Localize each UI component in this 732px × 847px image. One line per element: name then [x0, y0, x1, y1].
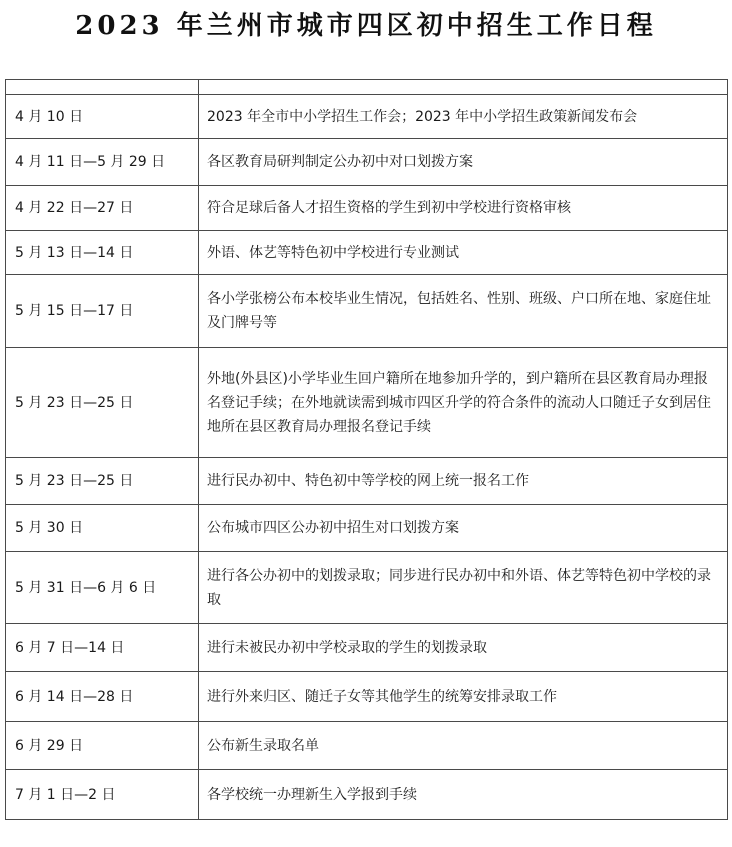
table-row: [6, 624, 728, 672]
schedule-task: 符合足球后备人才招生资格的学生到初中学校进行资格审核: [199, 186, 728, 231]
table-row: [6, 275, 728, 348]
schedule-date: 4 月 22 日—27 日: [6, 186, 199, 231]
schedule-date: 5 月 13 日—14 日: [6, 231, 199, 275]
schedule-task: 外地(外县区)小学毕业生回户籍所在地参加升学的，到户籍所在县区教育局办理报名登记手续；在外地就读需到城市四区升学的符合条件的流动人口随迁子女到居住地所在县区教育局办理报名登记手续: [199, 348, 728, 458]
schedule-task: 各小学张榜公布本校毕业生情况，包括姓名、性别、班级、户口所在地、家庭住址及门牌号等: [199, 275, 728, 348]
schedule-task: 各学校统一办理新生入学报到手续: [199, 770, 728, 820]
schedule-task: 各区教育局研判制定公办初中对口划拨方案: [199, 139, 728, 186]
table-row: [6, 770, 728, 820]
schedule-table-body: [6, 80, 728, 820]
table-row: [6, 505, 728, 552]
table-header-spacer-row: [6, 80, 728, 95]
schedule-date: 5 月 23 日—25 日: [6, 348, 199, 458]
schedule-task: 公布城市四区公办初中招生对口划拨方案: [199, 505, 728, 552]
schedule-date: 7 月 1 日—2 日: [6, 770, 199, 820]
schedule-date: 4 月 10 日: [6, 95, 199, 139]
table-row: [6, 672, 728, 722]
table-row: [6, 139, 728, 186]
schedule-task: 进行外来归区、随迁子女等其他学生的统筹安排录取工作: [199, 672, 728, 722]
schedule-date: 6 月 7 日—14 日: [6, 624, 199, 672]
table-row: [6, 348, 728, 458]
table-row: [6, 552, 728, 624]
schedule-task: 公布新生录取名单: [199, 722, 728, 770]
spacer-cell: [6, 80, 199, 95]
schedule-date: 6 月 29 日: [6, 722, 199, 770]
schedule-date: 5 月 30 日: [6, 505, 199, 552]
schedule-date: 4 月 11 日—5 月 29 日: [6, 139, 199, 186]
spacer-cell: [199, 80, 728, 95]
page-title: 2023 年兰州市城市四区初中招生工作日程: [75, 11, 657, 41]
table-row: [6, 186, 728, 231]
table-row: [6, 722, 728, 770]
schedule-date: 6 月 14 日—28 日: [6, 672, 199, 722]
schedule-task: 进行各公办初中的划拨录取；同步进行民办初中和外语、体艺等特色初中学校的录取: [199, 552, 728, 624]
table-row: [6, 231, 728, 275]
schedule-task: 进行民办初中、特色初中等学校的网上统一报名工作: [199, 458, 728, 505]
schedule-date: 5 月 23 日—25 日: [6, 458, 199, 505]
schedule-task: 进行未被民办初中学校录取的学生的划拨录取: [199, 624, 728, 672]
table-row: [6, 95, 728, 139]
schedule-task: 2023 年全市中小学招生工作会；2023 年中小学招生政策新闻发布会: [199, 95, 728, 139]
table-row: [6, 458, 728, 505]
schedule-task: 外语、体艺等特色初中学校进行专业测试: [199, 231, 728, 275]
schedule-table: [5, 79, 728, 820]
schedule-date: 5 月 31 日—6 月 6 日: [6, 552, 199, 624]
schedule-date: 5 月 15 日—17 日: [6, 275, 199, 348]
